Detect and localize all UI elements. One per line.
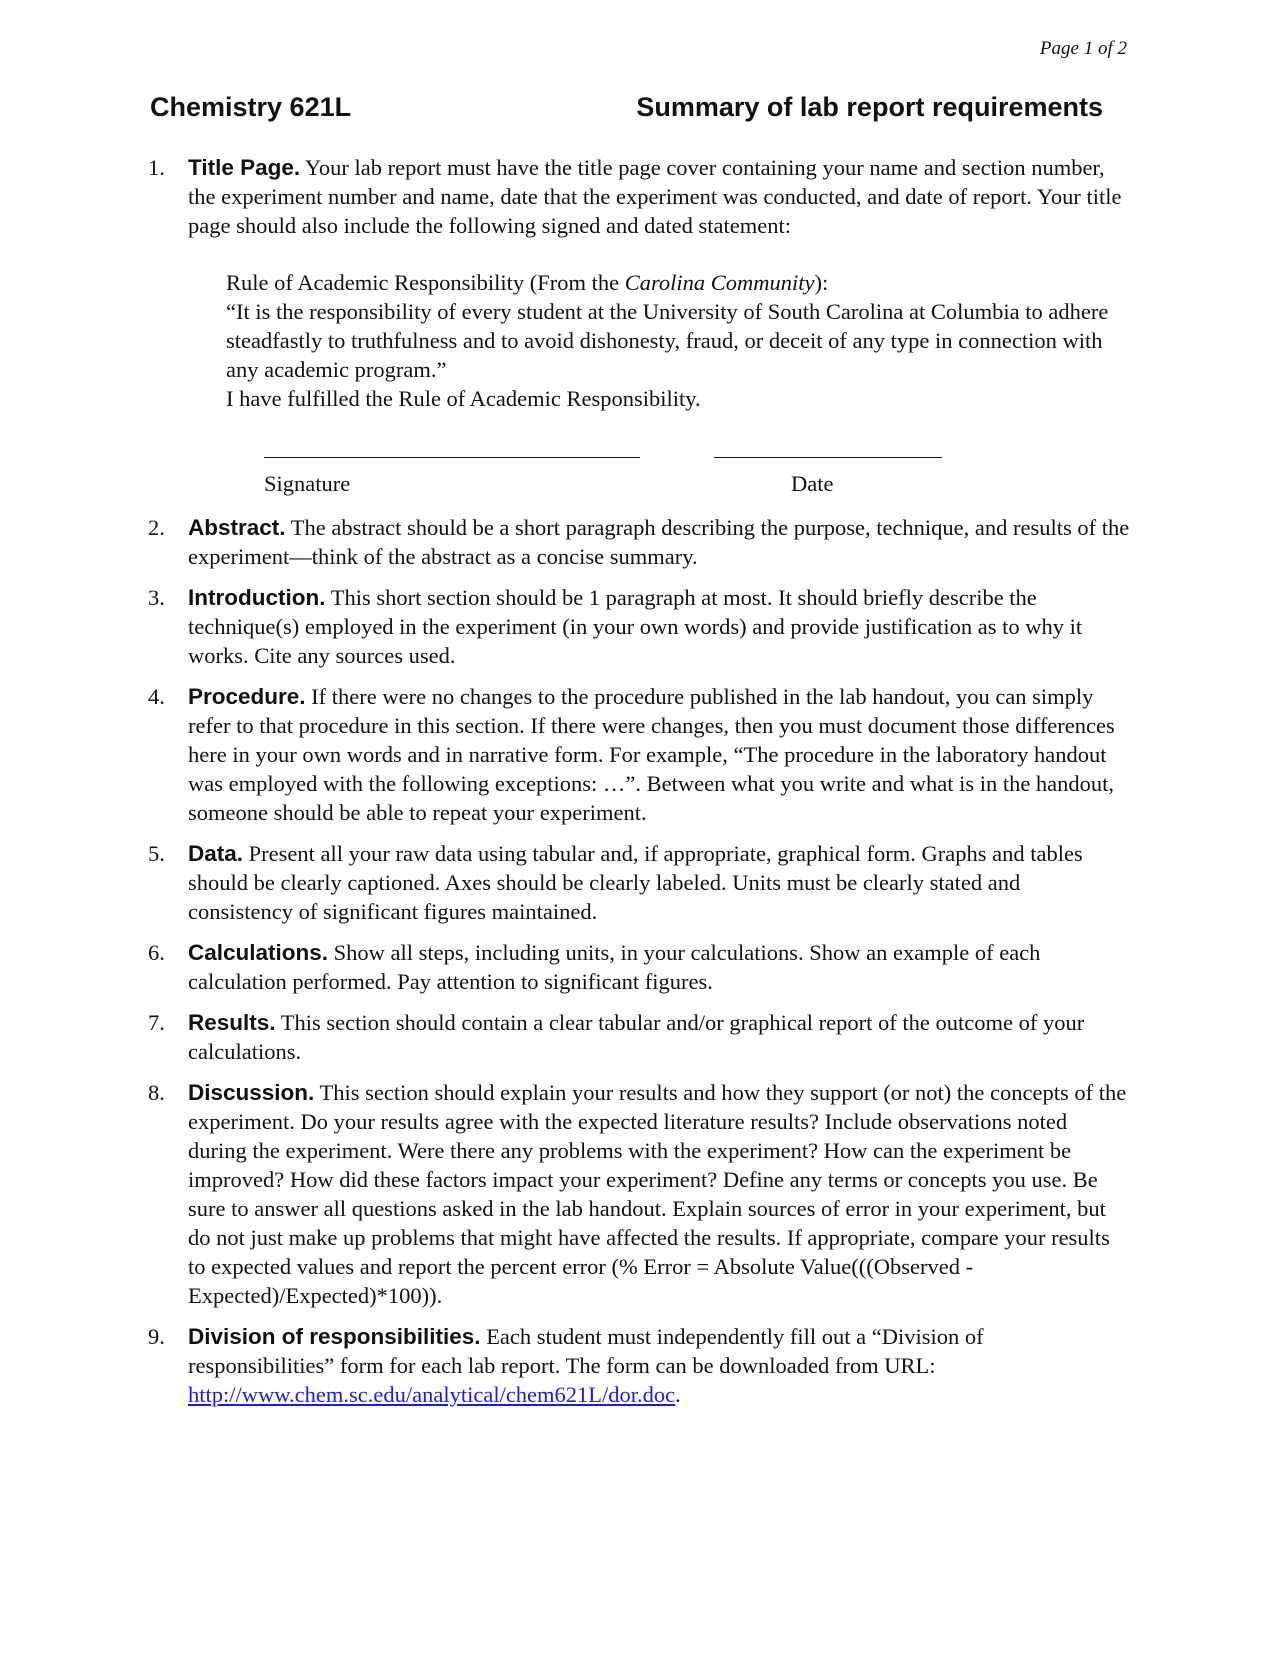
item-number: 6. [148, 940, 165, 965]
item-heading: Results. [188, 1010, 276, 1035]
item-number: 4. [148, 684, 165, 709]
item-text: This section should contain a clear tabular and/or graphical report of the outcome of your calculations. [188, 1010, 1085, 1064]
item-number: 5. [148, 841, 165, 866]
list-item-calculations [0, 938, 1280, 996]
date-line [714, 457, 942, 458]
item-text: This short section should be 1 paragraph at most. It should briefly describe the technique(s) employed in the experiment (in your own words) and provide justification as to why it works. Cite any sources used. [188, 585, 1083, 668]
item-heading: Discussion. [188, 1080, 315, 1105]
item-heading: Introduction. [188, 585, 326, 610]
page-number: Page 1 of 2 [1039, 38, 1127, 59]
course-title: Chemistry 621L [150, 92, 352, 122]
requirements-list [0, 153, 1280, 1421]
list-item-data [0, 839, 1280, 926]
document-title: Summary of lab report requirements [636, 92, 1103, 122]
item-heading: Procedure. [188, 684, 306, 709]
signature-label: Signature [264, 471, 351, 496]
item-heading: Data. [188, 841, 244, 866]
item-number: 8. [148, 1080, 165, 1105]
carolina-community: Carolina Community [624, 270, 815, 295]
item-text: If there were no changes to the procedure published in the lab handout, you can simply refer to that procedure in this section. If there were changes, then you must document those differences here in your own words and in narrative form. For example, “The procedure in the laboratory handout was employed with the following exceptions: …”. Between what you write and what is in the handout, someone should be able to repeat your experiment. [188, 684, 1115, 825]
item-text: This section should explain your results and how they support (or not) the concepts of the experiment. Do your results agree with the expected literature results? Include observations noted during the experiment. Were there any problems with the experiment? How can the experiment be improved? How did these factors impact your experiment? Define any terms or concepts you use. Be sure to answer all questions asked in the lab handout. Explain sources of error in your experiment, but do not just make up problems that might have affected the results. If appropriate, compare your results to expected values and report the percent error (% Error = Absolute Value(((Observed - Expected)/Expected)*100)). [188, 1080, 1127, 1308]
list-item-results [0, 1008, 1280, 1066]
list-item-discussion [0, 1078, 1280, 1310]
item-text: Present all your raw data using tabular and, if appropriate, graphical form. Graphs and tables should be clearly captioned. Axes should be clearly labeled. Units must be clearly stated and consistency of significant figures maintained. [188, 841, 1083, 924]
list-item-abstract [0, 513, 1280, 571]
item-text: Your lab report must have the title page cover containing your name and section number, the experiment number and name, date that the experiment was conducted, and date of report. Your title page should also include the following signed and dated statement: [188, 155, 1122, 238]
item-text-end: . [675, 1382, 681, 1407]
item-number: 9. [148, 1324, 165, 1349]
rule-quote: “It is the responsibility of every student at the University of South Carolina at Columbia to adhere steadfastly to truthfulness and to avoid dishonesty, fraud, or deceit of any type in connection with any academic program.” [226, 299, 1109, 382]
item-heading: Division of responsibilities. [188, 1324, 481, 1349]
rule-fulfilled: I have fulfilled the Rule of Academic Responsibility. [226, 386, 701, 411]
signature-line [264, 457, 640, 458]
document-header [150, 92, 1110, 132]
list-item-division-of-responsibilities [0, 1322, 1280, 1409]
item-text: Show all steps, including units, in your calculations. Show an example of each calculation performed. Pay attention to significant figures. [188, 940, 1041, 994]
item-heading: Calculations. [188, 940, 329, 965]
signature-block [226, 443, 1130, 501]
item-number: 3. [148, 585, 165, 610]
item-text: Each student must independently fill out a “Division of responsibilities” form for each lab report. The form can be downloaded from URL: [188, 1324, 984, 1378]
item-number: 1. [148, 155, 165, 180]
item-heading: Abstract. [188, 515, 286, 540]
rule-title: Rule of Academic Responsibility (From the Carolina Community): [226, 270, 829, 295]
item-number: 2. [148, 515, 165, 540]
item-text: The abstract should be a short paragraph describing the purpose, technique, and results of the experiment—think of the abstract as a concise summary. [188, 515, 1130, 569]
list-item-procedure [0, 682, 1280, 827]
list-item-title-page [0, 153, 1280, 501]
academic-responsibility-statement [226, 268, 1130, 501]
item-heading: Title Page. [188, 155, 301, 180]
date-label: Date [791, 471, 834, 496]
item-number: 7. [148, 1010, 165, 1035]
dor-form-link[interactable]: http://www.chem.sc.edu/analytical/chem621L/dor.doc [188, 1382, 676, 1407]
list-item-introduction [0, 583, 1280, 670]
